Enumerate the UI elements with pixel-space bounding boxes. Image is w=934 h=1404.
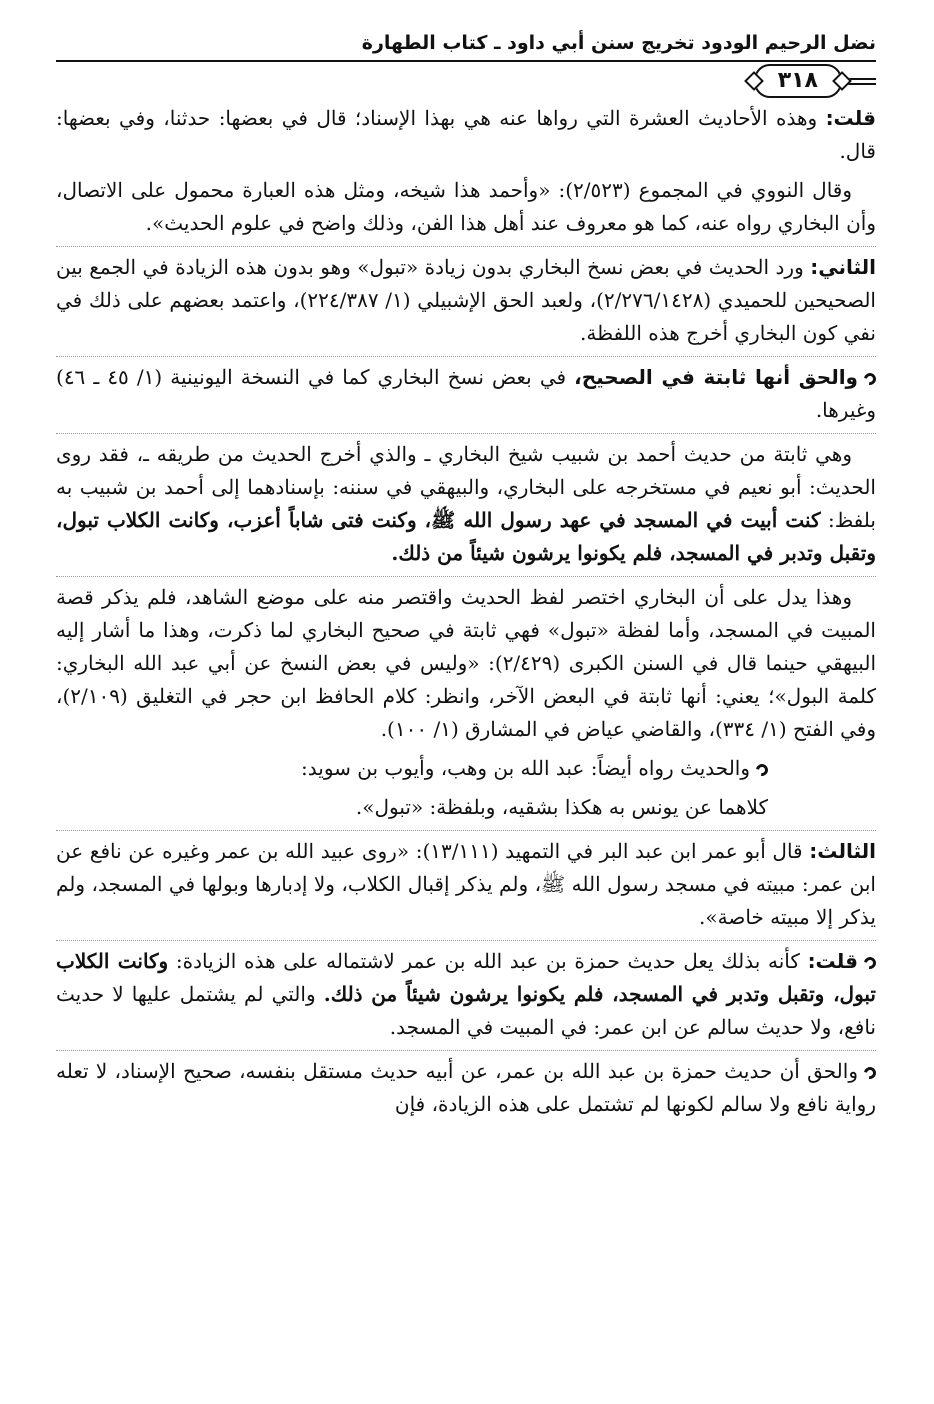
paragraph-truth-2 [56,1050,876,1121]
book-page [56,22,876,1384]
paragraph-ahmad-shabib [56,433,876,570]
paragraph-text: وهذا يدل على أن البخاري اختصر لفظ الحديث واقتصر منه على موضع الشاهد، فلم يذكر قصة المبيت في المسجد، وأما لفظة «تبول» فهي ثابتة في صحيح البخاري لما ذكرت، وهذا ما أشار إليه البيهقي حينما قال في السنن الكبرى (٢/٤٢٩): «وليس في بعض النسخ عن أبي عبد الله البخاري: كلمة البول»؛ يعني: أنها ثابتة في البعض الآخر، وانظر: كلام الحافظ ابن حجر في التغليق (٢/١٠٩)، وفي الفتح (١/ ٣٣٤)، والقاضي عياض في المشارق (١/ ١٠٠). [56,585,876,741]
paragraph-truth-1 [56,356,876,427]
running-header [56,22,876,62]
lead-term: قلت: [807,949,858,973]
hadith-quote: وكانت الكلاب تبول، وتقبل وتدبر في المسجد، فلم يكونوا يرشون شيئاً من ذلك. [56,949,876,1006]
paragraph-text: والحق أن حديث حمزة بن عبد الله بن عمر، عن أبيه حديث مستقل بنفسه، صحيح الإسناد، لا تعله رواية نافع ولا سالم لكونها لم تشتمل على هذه الزيادة، فإن [56,1059,876,1116]
paragraph-text: وهي ثابتة من حديث أحمد بن شبيب شيخ البخاري ـ والذي أخرج الحديث من طريقه ـ، فقد روى الحديث: أبو نعيم في مستخرجه على البخاري، والبيهقي في سننه: بإسنادهما إلى أحمد بن شبيب به بلفظ: [56,442,876,532]
lead-term: قلت: [825,106,876,130]
paragraph-text: في بعض نسخ البخاري كما في النسخة اليونينية (١/ ٤٥ ـ ٤٦) وغيرها. [56,365,876,422]
paragraph-qult-1 [56,102,876,168]
paragraph-both-from-yunus [56,791,876,824]
lead-term: الثالث: [809,839,876,863]
paragraph-also-narrated [56,752,876,785]
paragraph-text: كأنه بذلك يعل حديث حمزة بن عبد الله بن عمر لاشتماله على هذه الزيادة: [168,949,808,973]
paragraph-second-point [56,246,876,350]
paragraph-text: كلاهما عن يونس به هكذا بشقيه، وبلفظة: «تبول». [355,795,768,819]
bullet-icon [862,1064,879,1081]
bullet-icon [754,761,771,778]
paragraph-text: وقال النووي في المجموع (٢/٥٢٣): «وأحمد هذا شيخه، ومثل هذه العبارة محمول على الاتصال، وأن البخاري رواه عنه، كما هو معروف عند أهل هذا الفن، وذلك واضح في علوم الحديث». [56,178,876,235]
bullet-icon [862,954,879,971]
lead-term: والحق أنها ثابتة في الصحيح، [574,365,858,389]
running-title: نضل الرحيم الودود تخريج سنن أبي داود ـ كتاب الطهارة [361,32,876,54]
paragraph-text: ورد الحديث في بعض نسخ البخاري بدون زيادة «تبول» وهو بدون هذه الزيادة في الجمع بين الصحيحين للحميدي (٢/٢٧٦/١٤٢٨)، ولعبد الحق الإشبيلي (١/ ٢٢٤/٣٨٧)، واعتمد بعضهم على ذلك في نفي كون البخاري أخرج هذه اللفظة. [56,255,876,345]
paragraph-nawawi [56,174,876,240]
paragraph-third-point [56,830,876,934]
page-number: ٣١٨ [754,64,842,98]
paragraph-bukhari-abridged [56,576,876,746]
paragraph-text-after: والتي لم يشتمل عليها لا حديث نافع، ولا حديث سالم عن ابن عمر: في المبيت في المسجد. [56,982,876,1039]
paragraph-text: قال أبو عمر ابن عبد البر في التمهيد (١٣/١١١): «روى عبيد الله بن عمر وغيره عن نافع عن ابن عمر: مبيته في مسجد رسول الله ﷺ، ولم يذكر إقبال الكلاب، ولا إدبارها وبولها في المسجد، ولم يذكر إلا مبيته خاصة». [56,839,876,929]
paragraph-text: والحديث رواه أيضاً: عبد الله بن وهب، وأيوب بن سويد: [301,756,750,780]
paragraph-qult-2 [56,940,876,1044]
lead-term: الثاني: [810,255,876,279]
page-body [56,102,876,1121]
hadith-quote: كنت أبيت في المسجد في عهد رسول الله ﷺ، وكنت فتى شاباً أعزب، وكانت الكلاب تبول، وتقبل وتدبر في المسجد، فلم يكونوا يرشون شيئاً من ذلك. [56,508,876,565]
paragraph-text: وهذه الأحاديث العشرة التي رواها عنه هي بهذا الإسناد؛ قال في بعضها: حدثنا، وفي بعضها: قال. [56,106,876,163]
bullet-icon [862,370,879,387]
page-number-row [56,62,876,102]
